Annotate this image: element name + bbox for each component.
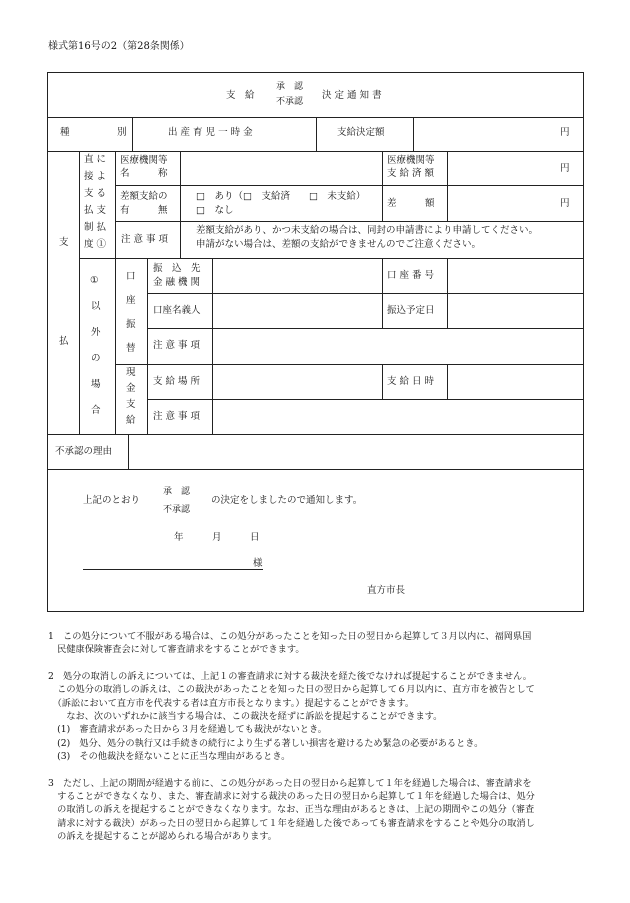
diff-option-yes[interactable]: □ あり（□ 支給済 □ 未支給） (196, 191, 366, 202)
footnote-line: 3 ただし、上記の期間が経過する前に、この処分があった日の翌日から起算して１年を経過した場合は、審査請求を (48, 777, 532, 789)
footnotes (48, 630, 588, 844)
footnote-line: （訴訟において直方市を代表する者は直方市長となります。）提起することができます。 (48, 697, 415, 709)
footnote-line: (1) 審査請求があった日から３月を経過しても裁決がないとき。 (48, 724, 327, 736)
footnote-line: 1 この処分について不服がある場合は、この処分があったことを知った日の翌日から起算して３月以内に、福岡県国 (48, 631, 532, 642)
title-tail: 決 定 通 知 書 (322, 90, 382, 101)
holder-label: 口座名義人 (153, 305, 201, 316)
inst-paid-yen: 円 (560, 163, 570, 174)
place-label: 支 給 場 所 (153, 376, 201, 387)
inst-name-label-2: 名 称 (120, 168, 168, 179)
bank-label-2: 金 融 機 関 (153, 277, 201, 288)
direct-notes-text-1: 差額支給があり、かつ未支給の場合は、同封の申請書により申請してください。 (196, 225, 539, 236)
footnote-line: 民健康保険審査会に対して審査請求をすることができます。 (48, 644, 305, 656)
diff-amount-yen: 円 (560, 198, 570, 209)
title-shikyu: 支 給 (226, 90, 255, 101)
type-value: 出 産 育 児 一 時 金 (168, 127, 253, 138)
footnote-line: することができなくなり、また、審査請求に対する裁決のあった日の翌日から起算して１年を経過した場合は、処分 (48, 791, 535, 803)
cash-notes-label: 注 意 事 項 (153, 411, 201, 422)
amount-label: 支給決定額 (337, 127, 385, 138)
diff-amount-label: 差 額 (387, 198, 435, 209)
notice-shonin: 承 認 (163, 487, 191, 497)
title-fushonin: 不承認 (276, 97, 304, 107)
direct-notes-text-2: 申請がない場合は、差額の支給ができませんのでご注意ください。 (196, 239, 482, 250)
inst-paid-label-1: 医療機関等 (387, 155, 435, 166)
notice-suffix: の決定をしましたので通知します。 (211, 495, 363, 506)
diff-label-1: 差額支給の (120, 191, 168, 202)
footnote-line: の取消しの訴えを提起することができなくなります。なお、正当な理由があるときは、上記の期間やこの処分（審査 (48, 804, 535, 816)
footnote-line (48, 764, 588, 777)
diff-option-no[interactable]: □ なし (196, 205, 234, 216)
footnote-line: (3) その他裁決を経ないことに正当な理由があるとき。 (48, 751, 291, 763)
account-no-label: 口 座 番 号 (387, 270, 435, 281)
footnote-line: この処分の取消しの訴えは、この裁決があったことを知った日の翌日から起算して６月以内に、直方市を被告として (48, 684, 535, 696)
footnote-line: の訴えを提起することが認められる場合があります。 (48, 831, 277, 843)
reason-label: 不承認の理由 (55, 446, 113, 457)
date-label: 支 給 日 時 (387, 376, 435, 387)
type-label: 種 別 (60, 127, 127, 138)
inst-paid-label-2: 支 給 済 額 (387, 168, 435, 179)
side-label-shi: 支 (59, 237, 69, 248)
schedule-label: 振込予定日 (387, 305, 435, 316)
notice-prefix: 上記のとおり (83, 495, 141, 506)
footnote-line (48, 657, 588, 670)
notice-date: 年 月 日 (174, 532, 260, 543)
direct-notes-label: 注 意 事 項 (121, 234, 169, 245)
form-number: 様式第16号の2（第28条関係） (48, 41, 190, 52)
notice-issuer: 直方市長 (367, 585, 406, 596)
diff-label-2: 有 無 (120, 205, 168, 216)
footnote-line: なお、次のいずれかに該当する場合は、この裁決を経ずに訴訟を提起することができます。 (48, 711, 443, 723)
title-shonin: 承 認 (276, 82, 304, 92)
side-label-harai: 払 (59, 336, 69, 347)
transfer-notes-label: 注 意 事 項 (153, 340, 201, 351)
notice-fushonin: 不承認 (163, 505, 191, 515)
footnote-line: 2 処分の取消しの訴えについては、上記１の審査請求に対する裁決を経た後でなければ提起することができません。 (48, 670, 532, 682)
footnote-line: (2) 処分、処分の執行又は手続きの続行により生ずる著しい損害を避けるため緊急の必要があるとき。 (48, 737, 484, 749)
bank-label-1: 振 込 先 (153, 263, 201, 274)
notice-sama: 様 (253, 558, 263, 569)
footnote-line: 請求に対する裁決）があった日の翌日から起算して１年を経過した後であっても審査請求をすることや処分の取消し (48, 817, 535, 829)
inst-name-label-1: 医療機関等 (120, 155, 168, 166)
amount-yen: 円 (560, 127, 570, 138)
